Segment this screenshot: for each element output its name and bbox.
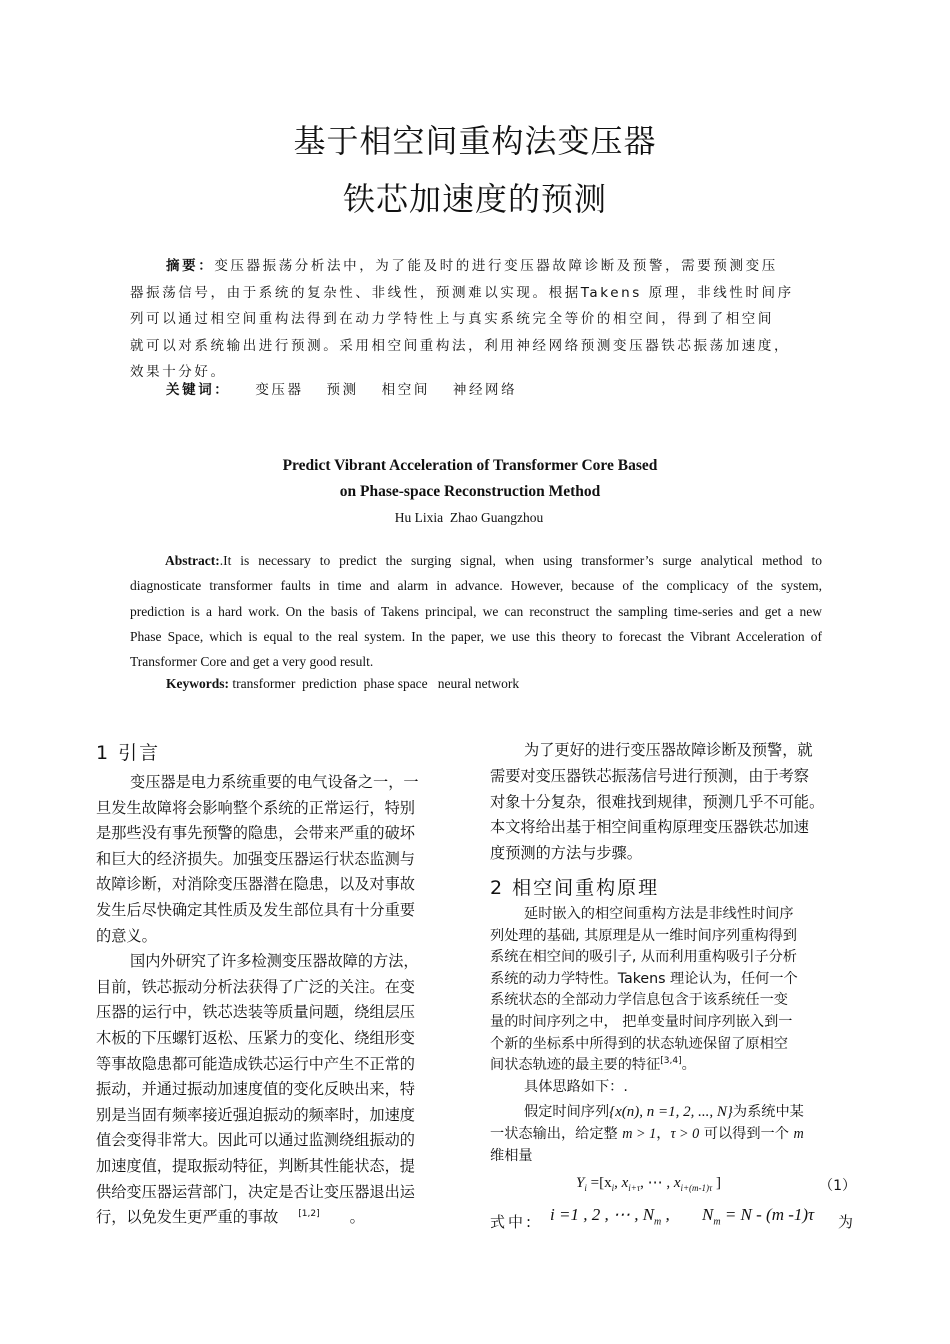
text-line: 供给变压器运营部门，决定是否让变压器退出运 <box>96 1182 415 1201</box>
english-title-line2: on Phase-space Reconstruction Method <box>339 483 601 500</box>
text-line: 别是当固有频率接近强迫振动的频率时，加速度 <box>96 1105 415 1124</box>
text-line: 维相量 <box>490 1147 533 1164</box>
text-line: 等事故隐患都可能造成铁芯运行中产生不正常的 <box>96 1054 415 1073</box>
text-line: 目前，铁芯振动分析法获得了广泛的关注。在变 <box>96 977 415 996</box>
cn-keywords-label: 关键词： <box>166 382 231 398</box>
section1-para2 <box>96 949 462 1231</box>
m-condition: m > 1 <box>622 1125 657 1142</box>
text-line: 发生后尽快确定其性质及发生部位具有十分重要 <box>96 900 415 919</box>
text-line: 变压器是电力系统重要的电气设备之一，一 <box>130 773 419 791</box>
english-keywords <box>166 676 519 692</box>
cn-keyword: 神经网络 <box>452 382 518 398</box>
text-line: 对象十分复杂，很难找到规律，预测几乎不可能。 <box>490 792 825 811</box>
text-line: 量的时间序列之中， 把单变量时间序列嵌入到一 <box>490 1013 793 1030</box>
text-line: 本文将给出基于相空间重构原理变压器铁芯加速 <box>490 818 809 837</box>
text-line: 木板的下压螺钉返松、压紧力的变化、绕组形变 <box>96 1028 415 1047</box>
text-line: 压器的运行中，铁芯迭装等质量问题，绕组层压 <box>96 1003 415 1022</box>
cn-abstract-line: 摘要：变压器振荡分析法中，为了能及时的进行变压器故障诊断及预警，需要预测变压 <box>166 258 778 274</box>
text-line: 的意义。 <box>96 926 157 945</box>
intro-paragraph <box>490 738 866 867</box>
cn-abstract-line: 器振荡信号，由于系统的复杂性、非线性，预测难以实现。根据Takens 原理，非线性时间序 <box>130 284 794 301</box>
section1-para1 <box>96 770 462 949</box>
english-title-line1: Predict Vibrant Acceleration of Transformer Core Based <box>282 457 658 474</box>
cn-abstract-line: 就可以对系统输出进行预测。采用相空间重构法，利用神经网络预测变压器铁芯振荡加速度， <box>130 337 791 354</box>
text-line: 行，以免发生更严重的事故 [1,2] 。 <box>96 1208 365 1227</box>
text-line: 具体思路如下：. <box>524 1078 628 1095</box>
text-line: 故障诊断，对消除变压器潜在隐患，以及对事故 <box>96 875 415 894</box>
equation-1: $Y_i =[x_i$, $x_{i+\tau}$, ⋯ , $x_{i+(m-1)\tau}$ ] <box>576 1175 722 1194</box>
equation-number: （1） <box>819 1178 856 1195</box>
left-column <box>96 738 462 1231</box>
text-line: 列处理的基础, 其原理是从一维时间序列重构得到 <box>490 927 797 944</box>
where-label: 式中: <box>490 1213 535 1232</box>
right-column <box>490 738 866 1233</box>
text-line: 个新的坐标系中所得到的状态轨迹保留了原相空 <box>490 1035 788 1052</box>
where-line <box>490 1203 866 1233</box>
chinese-abstract <box>130 253 825 386</box>
m-variable: m <box>793 1125 804 1142</box>
section2-para1 <box>490 904 866 1098</box>
text-line: 延时嵌入的相空间重构方法是非线性时间序 <box>524 905 794 922</box>
text-line: 度预测的方法与步骤。 <box>490 844 642 863</box>
en-abstract-line: Abstract:.It is necessary to predict the surging signal, when using transformer’s surge analytical method to <box>165 553 822 568</box>
equation-block <box>490 1173 866 1203</box>
paper-title-line1: 基于相空间重构法变压器 <box>293 122 657 160</box>
citation: [1,2] <box>298 1209 320 1220</box>
en-abstract-line: Phase Space, which is equal to the real system. In the paper, we use this theory to forecast the Vibrant Acceleration of <box>130 628 822 644</box>
text-line: 一状态输出，给定整 m > 1，τ > 0 可以得到一个 m <box>490 1125 804 1142</box>
cn-abstract-label: 摘要： <box>166 258 215 274</box>
where-i-range: i =1 , 2 , ⋯ , $N_m$ , <box>550 1205 670 1228</box>
english-authors: Hu Lixia Zhao Guangzhou <box>394 510 544 525</box>
text-line: 间状态轨迹的最主要的特征[3,4]。 <box>490 1056 696 1074</box>
paper-title-line2: 铁芯加速度的预测 <box>342 180 607 218</box>
citation: [3,4] <box>660 1056 682 1067</box>
text-line: 振动，并通过振动加速度值的变化反映出来，特 <box>96 1080 415 1099</box>
cn-abstract-line: 列可以通过相空间重构法得到在动力学特性上与真实系统完全等价的相空间，得到了相空间 <box>130 311 774 327</box>
en-abstract-line: diagnosticate transformer faults in time and alarm in advance. However, because of the complicacy of the system, <box>130 578 822 594</box>
text-line: 值会变得非常大。因此可以通过监测绕组振动的 <box>96 1131 415 1150</box>
cn-keyword: 相空间 <box>381 382 430 398</box>
text-line: 为了更好的进行变压器故障诊断及预警，就 <box>524 741 813 759</box>
en-abstract-label: Abstract: <box>165 553 220 568</box>
text-line: 和巨大的经济损失。加强变压器运行状态监测与 <box>96 849 415 868</box>
text-line: 系统在相空间的吸引子, 从而利用重构吸引子分析 <box>490 949 797 966</box>
text-line: 加速度值，提取振动特征，判断其性能状态，提 <box>96 1156 415 1175</box>
text-line: 系统状态的全部动力学信息包含于该系统任一变 <box>490 992 788 1009</box>
chinese-keywords <box>166 378 533 398</box>
series-formula: {x(n), n =1, 2, ..., N} <box>609 1104 733 1121</box>
en-keywords-label: Keywords: <box>166 676 229 691</box>
en-keywords-text: transformer prediction phase space neural network <box>229 676 520 691</box>
tau-condition: τ > 0 <box>670 1125 700 1142</box>
cn-keyword: 变压器 <box>255 382 304 398</box>
cn-abstract-line: 效果十分好。 <box>130 364 227 380</box>
en-abstract-line: Transformer Core and get a very good result. <box>130 654 374 670</box>
where-tail: 为 <box>838 1213 854 1232</box>
text-line: 旦发生故障将会影响整个系统的正常运行，特别 <box>96 798 415 817</box>
text-line: 是那些没有事先预警的隐患，会带来严重的破坏 <box>96 824 415 843</box>
section2-para2 <box>490 1102 866 1167</box>
text-line: 需要对变压器铁芯振荡信号进行预测，由于考察 <box>490 766 809 785</box>
en-abstract-line: prediction is a hard work. On the basis of Takens principal, we can reconstruct the sampling time-series and get a new <box>130 603 822 619</box>
english-abstract <box>130 548 822 674</box>
section2-heading: 2 相空间重构原理 <box>490 876 660 899</box>
section1-heading: 1 引言 <box>96 742 161 764</box>
text-line: 假定时间序列{x(n), n =1, 2, ..., N}为系统中某 <box>524 1104 804 1121</box>
text-line: 系统的动力学特性。Takens 理论认为，任何一个 <box>490 970 798 987</box>
cn-keyword: 预测 <box>326 382 359 398</box>
text-line: 国内外研究了许多检测变压器故障的方法， <box>130 952 419 971</box>
where-nm-formula: $N_m = N - (m$ -1)τ <box>702 1205 815 1228</box>
